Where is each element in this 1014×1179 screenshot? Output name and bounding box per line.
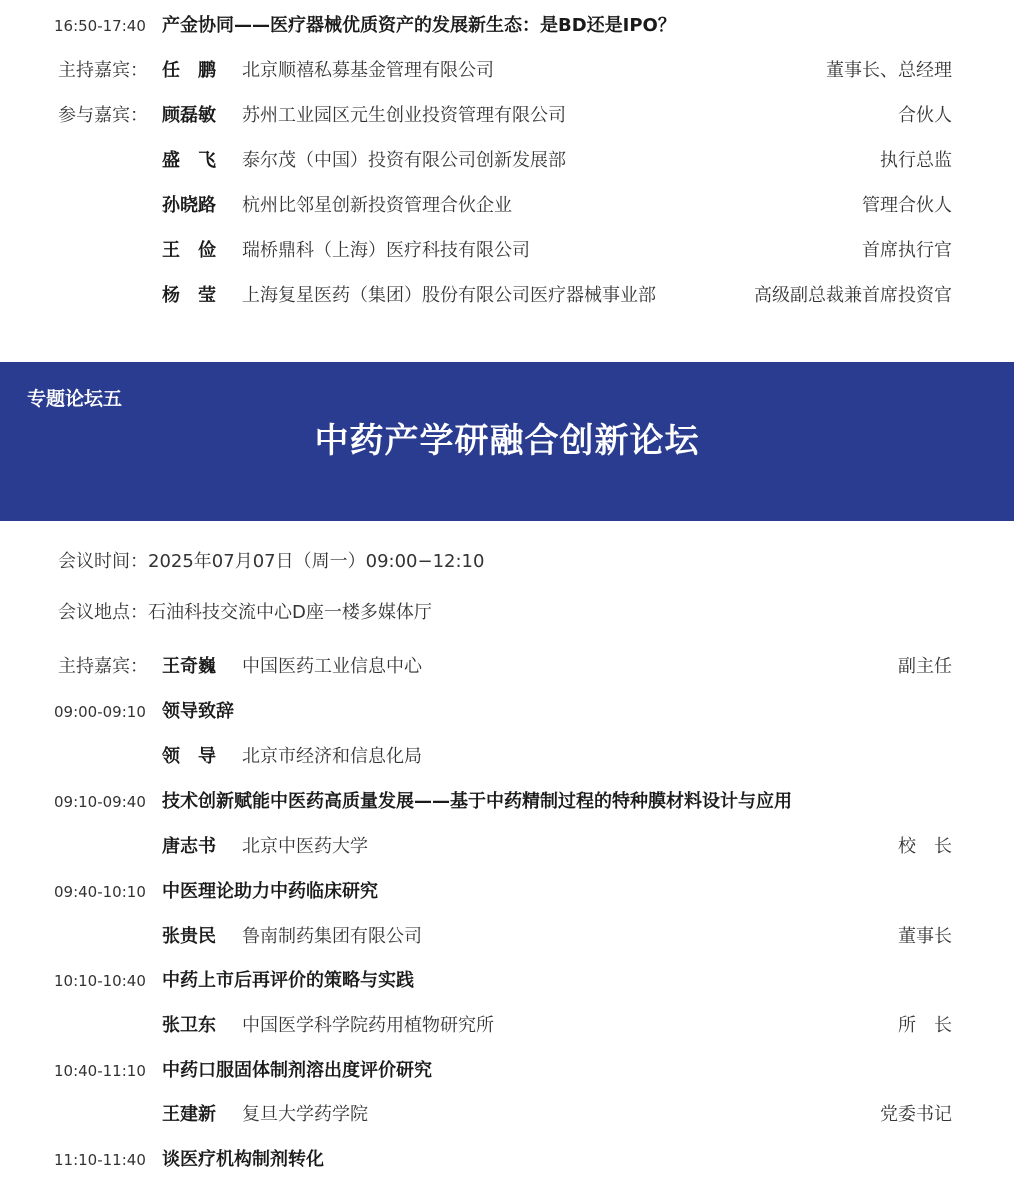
guest-name: 盛 飞	[162, 150, 216, 171]
speaker-position: 董事长	[898, 926, 952, 947]
talk-title-row	[0, 697, 1014, 727]
speaker-org: 北京市经济和信息化局	[242, 746, 422, 767]
speaker-position: 所 长	[898, 1015, 952, 1036]
forum-tag: 专题论坛五	[27, 388, 123, 410]
talk-title-row	[0, 877, 1014, 907]
session1-title-row	[0, 11, 1014, 41]
session1-guest-row	[0, 191, 1014, 221]
speaker-name: 张卫东	[162, 1015, 216, 1036]
talk-title: 领导致辞	[162, 701, 234, 722]
session1-guest-row	[0, 281, 1014, 311]
speaker-name: 王建新	[162, 1104, 216, 1125]
meeting-time: 会议时间：2025年07月07日（周一）09:00−12:10	[58, 551, 485, 572]
meeting-time-row	[0, 547, 1014, 577]
talk-title-row	[0, 966, 1014, 996]
guest-org: 瑞桥鼎科（上海）医疗科技有限公司	[242, 240, 530, 261]
guest-position: 管理合伙人	[862, 195, 952, 216]
guest-org: 上海复星医药（集团）股份有限公司医疗器械事业部	[242, 285, 656, 306]
guest-name: 顾磊敏	[162, 105, 216, 126]
speaker-org: 北京中医药大学	[242, 836, 368, 857]
talk-speaker-row	[0, 922, 1014, 952]
guest-org: 苏州工业园区元生创业投资管理有限公司	[242, 105, 566, 126]
talk-title: 中医理论助力中药临床研究	[162, 881, 378, 902]
guest-position: 合伙人	[898, 105, 952, 126]
talk-title-row	[0, 1056, 1014, 1086]
speaker-org: 复旦大学药学院	[242, 1104, 368, 1125]
host-label: 主持嘉宾：	[58, 60, 148, 81]
speaker-position: 党委书记	[880, 1104, 952, 1125]
talk-speaker-row	[0, 1011, 1014, 1041]
speaker-org: 中国医学科学院药用植物研究所	[242, 1015, 494, 1036]
speaker-name: 张贵民	[162, 926, 216, 947]
talk-title: 谈医疗机构制剂转化	[162, 1149, 324, 1170]
talk-title: 中药上市后再评价的策略与实践	[162, 970, 414, 991]
meeting-place-row	[0, 598, 1014, 628]
talk-speaker-row	[0, 832, 1014, 862]
session1-guest-row	[0, 101, 1014, 131]
speaker-name: 唐志书	[162, 836, 216, 857]
host-org: 北京顺禧私募基金管理有限公司	[242, 60, 494, 81]
host-label: 主持嘉宾：	[58, 656, 148, 677]
session-title: 产金协同——医疗器械优质资产的发展新生态：是BD还是IPO？	[162, 15, 676, 36]
session1-guest-row	[0, 146, 1014, 176]
host-position: 副主任	[898, 656, 952, 677]
guest-name: 孙晓路	[162, 195, 216, 216]
talk-title: 中药口服固体制剂溶出度评价研究	[162, 1060, 432, 1081]
guest-position: 高级副总裁兼首席投资官	[754, 285, 952, 306]
guest-position: 首席执行官	[862, 240, 952, 261]
talk-title-row	[0, 1145, 1014, 1175]
speaker-name: 领 导	[162, 746, 216, 767]
talk-time: 09:00-09:10	[54, 703, 146, 721]
session1-guest-row	[0, 236, 1014, 266]
talk-title: 技术创新赋能中医药高质量发展——基于中药精制过程的特种膜材料设计与应用	[162, 791, 792, 812]
talk-title-row	[0, 787, 1014, 817]
speaker-org: 鲁南制药集团有限公司	[242, 926, 422, 947]
guest-name: 杨 莹	[162, 285, 216, 306]
talk-time: 09:40-10:10	[54, 883, 146, 901]
forum-title: 中药产学研融合创新论坛	[314, 421, 700, 461]
talk-time: 10:10-10:40	[54, 972, 146, 990]
talk-speaker-row	[0, 742, 1014, 772]
speaker-position: 校 长	[898, 836, 952, 857]
talk-time: 09:10-09:40	[54, 793, 146, 811]
guest-org: 杭州比邻星创新投资管理合伙企业	[242, 195, 512, 216]
session1-host-row	[0, 56, 1014, 86]
host-org: 中国医药工业信息中心	[242, 656, 422, 677]
guest-org: 泰尔茂（中国）投资有限公司创新发展部	[242, 150, 566, 171]
host-position: 董事长、总经理	[826, 60, 952, 81]
host-name: 王奇巍	[162, 656, 216, 677]
forum-host-row	[0, 652, 1014, 682]
meeting-place: 会议地点：石油科技交流中心D座一楼多媒体厅	[58, 602, 432, 623]
guest-name: 王 俭	[162, 240, 216, 261]
talk-speaker-row	[0, 1100, 1014, 1130]
guest-position: 执行总监	[880, 150, 952, 171]
session-time: 16:50-17:40	[54, 17, 146, 35]
talk-time: 11:10-11:40	[54, 1151, 146, 1169]
guests-label: 参与嘉宾：	[58, 105, 148, 126]
talk-time: 10:40-11:10	[54, 1062, 146, 1080]
host-name: 任 鹏	[162, 60, 216, 81]
